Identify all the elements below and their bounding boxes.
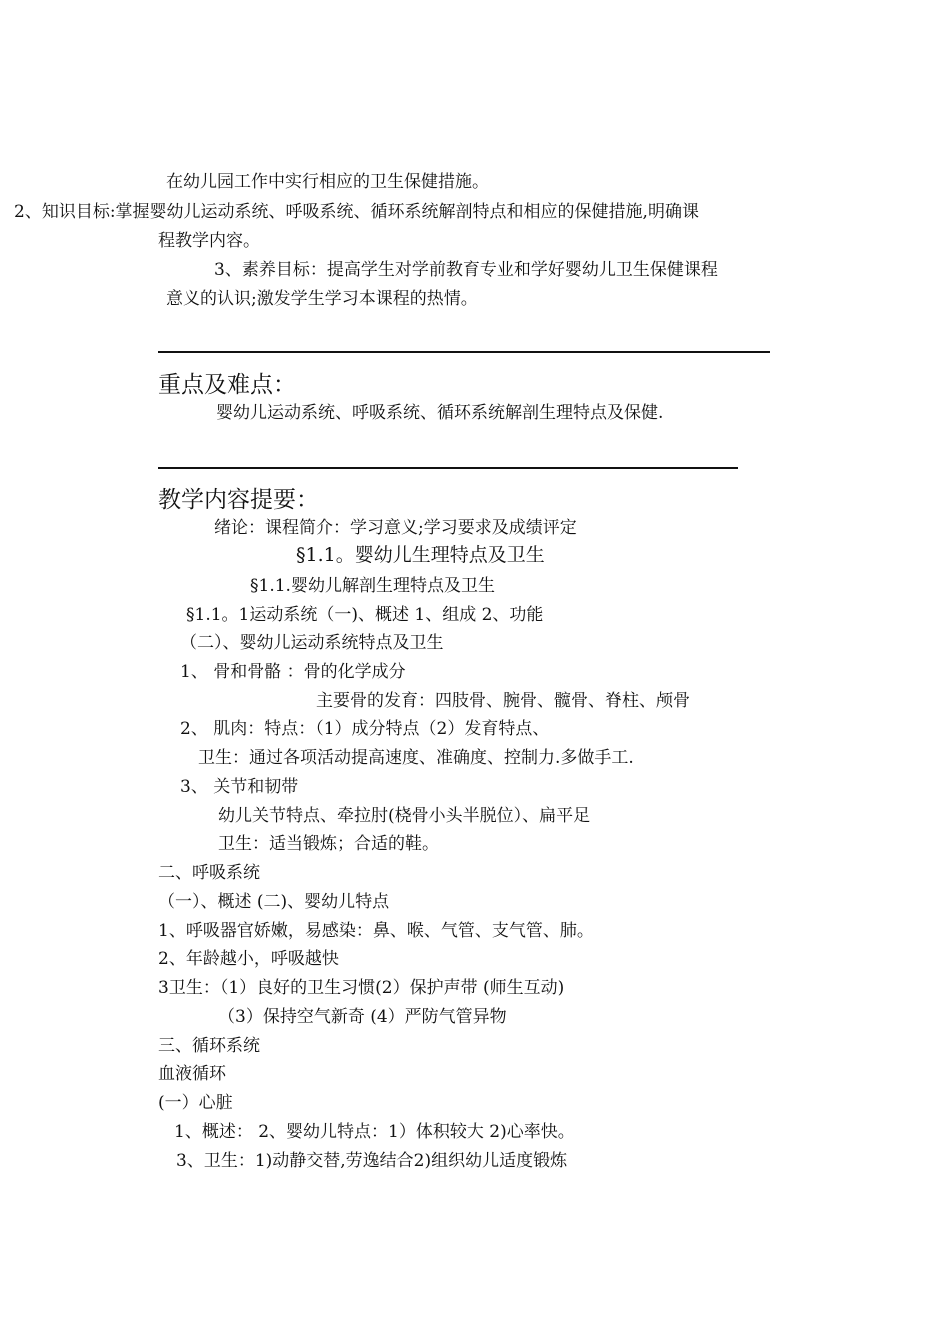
content-line: 卫生：适当锻炼；合适的鞋。 [218, 834, 439, 854]
content-line: 2、年龄越小，呼吸越快 [158, 949, 339, 969]
literacy-objective-continuation: 意义的认识;激发学生学习本课程的热情。 [166, 289, 478, 309]
knowledge-objective-continuation: 程教学内容。 [158, 231, 260, 251]
section-divider-1 [158, 351, 770, 353]
content-line: 主要骨的发育：四肢骨、腕骨、髋骨、脊柱、颅骨 [316, 691, 690, 711]
section-divider-2 [158, 467, 738, 469]
literacy-objective-line: 3、素养目标：提高学生对学前教育专业和学好婴幼儿卫生保健课程 [214, 260, 718, 280]
content-line: §1.1.婴幼儿解剖生理特点及卫生 [250, 576, 495, 596]
content-line: §1.1。1运动系统（一)、概述 1、组成 2、功能 [186, 605, 544, 625]
content-line: §1.1。婴幼儿生理特点及卫生 [296, 544, 545, 566]
content-line: 1、 骨和骨骼 ：骨的化学成分 [180, 662, 406, 682]
content-line: 3、卫生：1)动静交替,劳逸结合2)组织幼儿适度锻炼 [176, 1151, 568, 1171]
content-line: 血液循环 [158, 1064, 226, 1084]
content-line: 幼儿关节特点、牵拉肘(桡骨小头半脱位）、扁平足 [218, 806, 591, 826]
content-line: 卫生：通过各项活动提高速度、准确度、控制力.多做手工. [198, 748, 634, 768]
content-line: 3卫生：（1）良好的卫生习惯(2）保护声带 (师生互动) [158, 978, 565, 998]
content-line: 1、呼吸器官娇嫩，易感染：鼻、喉、气管、支气管、肺。 [158, 921, 594, 941]
content-line: (一）心脏 [158, 1093, 233, 1113]
content-line: （一）、概述 (二)、婴幼儿特点 [158, 892, 390, 912]
content-line: 1、概述： 2、婴幼儿特点：1）体积较大 2)心率快。 [174, 1122, 575, 1142]
content-line: （3）保持空气新奇 (4）严防气管异物 [218, 1007, 507, 1027]
content-line: 绪论：课程简介：学习意义;学习要求及成绩评定 [214, 518, 577, 538]
content-line: 三、循环系统 [158, 1036, 260, 1056]
objective-line-1: 在幼儿园工作中实行相应的卫生保健措施。 [166, 172, 489, 192]
content-line: 3、 关节和韧带 [180, 777, 299, 797]
content-line: （二）、婴幼儿运动系统特点及卫生 [180, 633, 444, 653]
content-line: 二、呼吸系统 [158, 863, 260, 883]
knowledge-objective-line: 2、知识目标:掌握婴幼儿运动系统、呼吸系统、循环系统解剖特点和相应的保健措施,明确课 [14, 202, 699, 222]
key-points-heading: 重点及难点： [158, 372, 296, 398]
content-line: 2、 肌肉：特点：（1）成分特点（2）发育特点、 [180, 719, 550, 739]
content-heading: 教学内容提要： [158, 487, 319, 513]
key-points-text: 婴幼儿运动系统、呼吸系统、循环系统解剖生理特点及保健. [216, 403, 664, 423]
